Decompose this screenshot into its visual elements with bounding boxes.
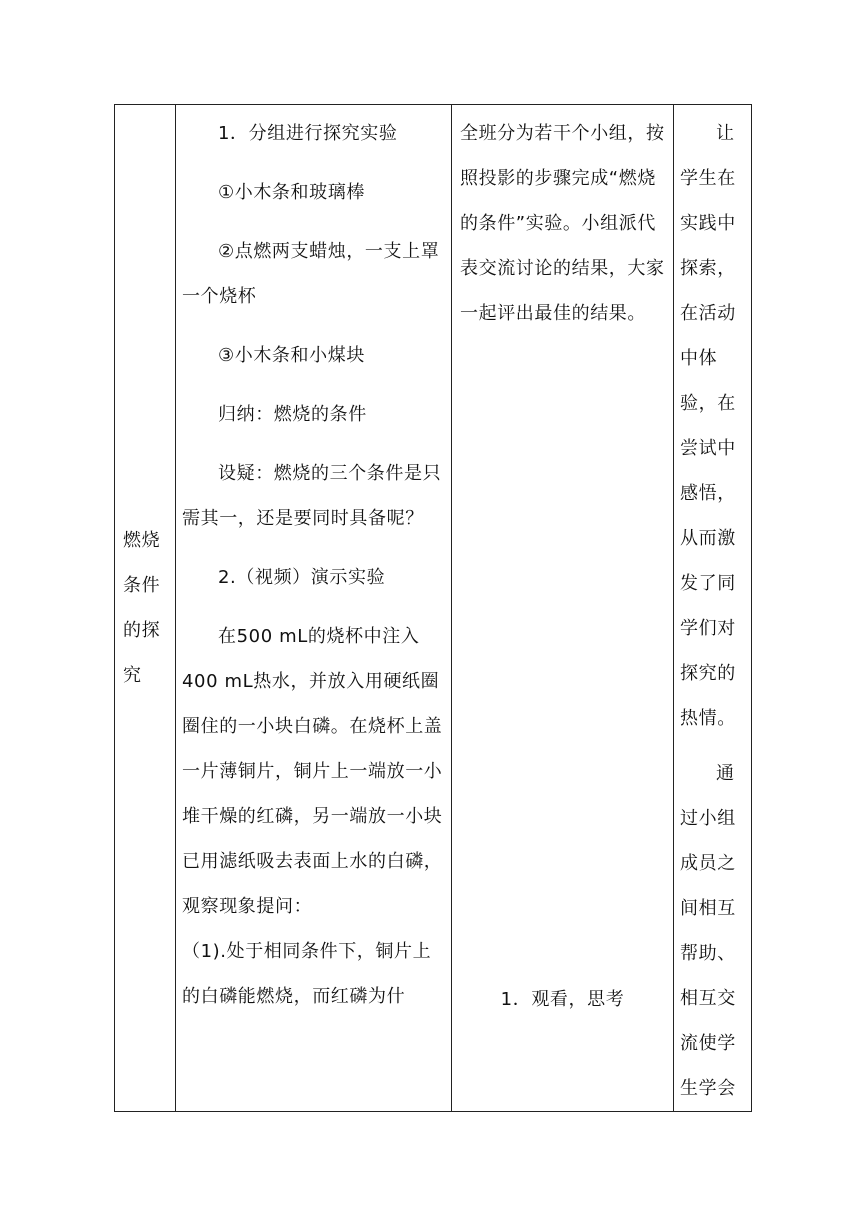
- teacher-demo-question-1: （1).处于相同条件下，铜片上的白磷能燃烧，而红磷为什: [182, 941, 432, 1007]
- teacher-step-2: 2.（视频）演示实验: [218, 567, 386, 588]
- student-group-activity: 全班分为若干个小组，按照投影的步骤完成“燃烧的条件”实验。小组派代表交流讨论的结果，大家一起评出最佳的结果。: [460, 123, 665, 324]
- lesson-plan-table: [114, 104, 752, 1112]
- student-watch-think: 1．观看，思考: [500, 989, 625, 1010]
- topic-cell: [115, 105, 176, 1112]
- design-intent-2: 通过小组成员之间相互帮助、相互交流使学生学会: [680, 763, 736, 1099]
- teacher-demo-description: 在500 mL的烧杯中注入400 mL热水，并放入用硬纸圈圈住的一小块白磷。在烧杯上盖一片薄铜片，铜片上一端放一小堆干燥的红磷，另一端放一小块已用滤纸吸去表面上水的白磷，观察现象提问：: [182, 626, 443, 917]
- teacher-item-1: ①小木条和玻璃棒: [218, 182, 365, 203]
- teacher-summary: 归纳：燃烧的条件: [218, 404, 367, 425]
- design-intent-1: 让学生在实践中探索，在活动中体验，在尝试中感悟，从而激发了同学们对探究的热情。: [680, 123, 736, 729]
- teacher-question: 设疑：燃烧的三个条件是只需其一，还是要同时具备呢？: [182, 463, 442, 529]
- table-row: [115, 105, 752, 1112]
- teacher-activity-cell: [176, 105, 452, 1112]
- design-intent-cell: [674, 105, 752, 1112]
- teacher-item-3: ③小木条和小煤块: [218, 345, 365, 366]
- topic-text: 燃烧条件的探究: [123, 530, 161, 686]
- teacher-item-2: ②点燃两支蜡烛，一支上罩一个烧杯: [182, 241, 440, 307]
- student-activity-cell: [452, 105, 674, 1112]
- teacher-step-1: 1．分组进行探究实验: [218, 123, 398, 144]
